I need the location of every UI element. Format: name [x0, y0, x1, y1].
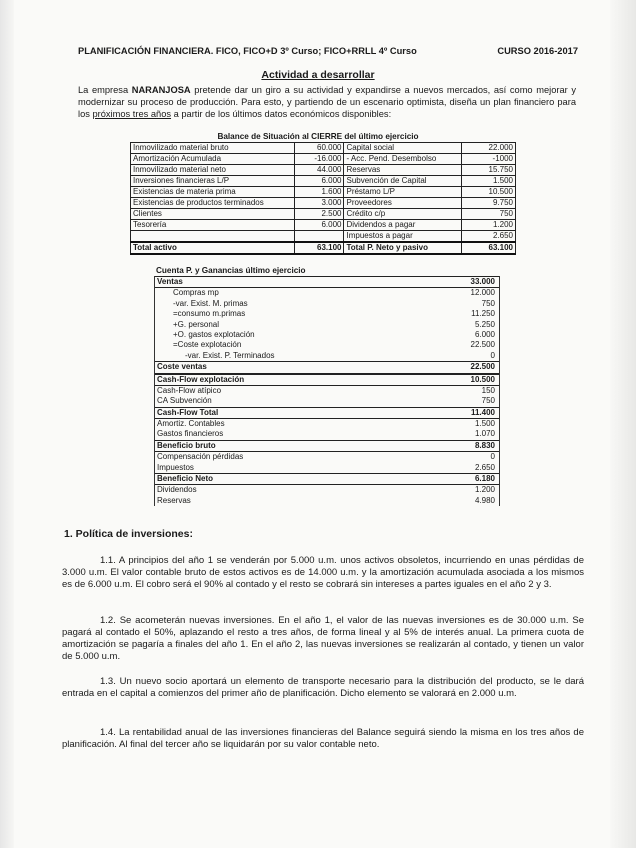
- pyg-label: Reservas: [157, 495, 191, 505]
- pyg-row: [155, 429, 499, 439]
- balance-cell: 15.750: [462, 165, 516, 176]
- pyg-label: Beneficio bruto: [157, 440, 216, 450]
- balance-cell: Total activo: [131, 242, 295, 254]
- header-course: PLANIFICACIÓN FINANCIERA. FICO, FICO+D 3º Curso; FICO+RRLL 4º Curso: [78, 46, 417, 56]
- pyg-row: [155, 473, 499, 485]
- balance-cell: Dividendos a pagar: [344, 220, 462, 231]
- balance-cell: Clientes: [131, 209, 295, 220]
- balance-cell: Tesorería: [131, 220, 295, 231]
- balance-cell: 1.500: [462, 176, 516, 187]
- pyg-row: [155, 299, 499, 309]
- pyg-row: [155, 419, 499, 429]
- pyg-value: 5.250: [474, 319, 495, 329]
- scan-edge-left: [0, 0, 14, 848]
- pyg-row: [155, 351, 499, 361]
- balance-cell: [131, 231, 295, 243]
- activity-title: Actividad a desarrollar: [261, 69, 375, 81]
- pyg-value: 1.200: [474, 485, 495, 495]
- pyg-label: Cash-Flow explotación: [157, 374, 245, 384]
- balance-row: [131, 154, 516, 165]
- balance-cell: Inversiones financieras L/P: [131, 176, 295, 187]
- pyg-value: 11.250: [471, 309, 495, 319]
- pyg-table: [154, 276, 500, 506]
- paragraph-1-2: 1.2. Se acometerán nuevas inversiones. En el año 1, el valor de las nuevas inversiones es de 30.000 u.m. Se pagará al contado el 50%, aplazando el resto a tres años, de forma lineal y al 5% de interés anual. La primera cuota de amortización se pagaría a finales del año 1. En el año 2, las nuevas inversiones se realizarán al contado, y tienen un valor de 5.000 u.m.: [62, 615, 584, 662]
- pyg-value: 33.000: [470, 277, 495, 286]
- balance-cell: 2.500: [294, 209, 344, 220]
- intro-paragraph: [78, 84, 576, 120]
- balance-cell: Existencias de materia prima: [131, 187, 295, 198]
- balance-cell: Reservas: [344, 165, 462, 176]
- pyg-label: Cash-Flow atípico: [157, 385, 222, 395]
- balance-cell: Total P. Neto y pasivo: [344, 242, 462, 254]
- balance-row: [131, 209, 516, 220]
- intro-text-3: a partir de los últimos datos económicos disponibles:: [171, 109, 392, 119]
- pyg-value: 1.500: [474, 419, 495, 429]
- pyg-row: [155, 440, 499, 452]
- pyg-label: Coste ventas: [157, 362, 207, 372]
- pyg-label: Impuestos: [157, 462, 194, 472]
- pyg-label: -var. Exist. M. primas: [173, 298, 248, 308]
- pyg-row: [155, 330, 499, 340]
- balance-cell: Capital social: [344, 143, 462, 154]
- pyg-value: 750: [481, 298, 495, 308]
- pyg-row: [155, 452, 499, 462]
- balance-title: Balance de Situación al CIERRE del último ejercicio: [217, 132, 419, 141]
- page-header: [78, 46, 578, 56]
- pyg-label: -var. Exist. P. Terminados: [185, 350, 275, 360]
- scan-edge-right: [610, 0, 636, 848]
- balance-cell: 3.000: [294, 198, 344, 209]
- pyg-value: 22.500: [470, 362, 495, 372]
- pyg-row: [155, 309, 499, 319]
- pyg-row: [155, 374, 499, 386]
- pyg-label: =Coste explotación: [173, 340, 242, 350]
- balance-cell: Impuestos a pagar: [344, 231, 462, 243]
- pyg-label: Ventas: [157, 277, 183, 286]
- pyg-row: [155, 361, 499, 373]
- paragraph-1-1: 1.1. A principios del año 1 se venderán por 5.000 u.m. unos activos obsoletos, incurriendo en unas pérdidas de 3.000 u.m. El valor contable bruto de estos activos es de 14.000 u.m. y la amortización acumulada asociada a los mismos es de 6.000 u.m. El cobro será el 90% al contado y el resto se cobrará sin intereses a partes iguales en el año 2 y 3.: [62, 555, 584, 590]
- pyg-row: [155, 485, 499, 495]
- balance-cell: 6.000: [294, 176, 344, 187]
- company-name: NARANJOSA: [131, 85, 191, 95]
- section-title: 1. Política de inversiones:: [64, 528, 193, 540]
- pyg-value: 12.000: [470, 288, 495, 298]
- pyg-row: [155, 276, 499, 288]
- pyg-row: [155, 320, 499, 330]
- pyg-value: 750: [481, 396, 495, 406]
- pyg-row: [155, 386, 499, 396]
- pyg-label: Compras mp: [173, 288, 219, 298]
- balance-cell: 63.100: [294, 242, 344, 254]
- balance-cell: Amortización Acumulada: [131, 154, 295, 165]
- pyg-row: [155, 396, 499, 406]
- pyg-label: Beneficio Neto: [157, 474, 214, 484]
- pyg-label: +G. personal: [173, 319, 220, 329]
- intro-underlined: próximos tres años: [92, 109, 172, 119]
- balance-cell: 1.200: [462, 220, 516, 231]
- pyg-label: Amortiz. Contables: [157, 419, 225, 429]
- pyg-label: Dividendos: [157, 485, 197, 495]
- pyg-label: Cash-Flow Total: [157, 407, 219, 417]
- pyg-row: [155, 463, 499, 473]
- balance-total-row: [131, 242, 516, 254]
- balance-cell: - Acc. Pend. Desembolso: [344, 154, 462, 165]
- pyg-label: Gastos financieros: [157, 429, 224, 439]
- pyg-row: [155, 496, 499, 506]
- balance-cell: 63.100: [462, 242, 516, 254]
- balance-row: [131, 165, 516, 176]
- balance-cell: -16.000: [294, 154, 344, 165]
- pyg-value: 0: [490, 452, 495, 462]
- balance-row: [131, 220, 516, 231]
- balance-cell: 1.600: [294, 187, 344, 198]
- balance-row: [131, 198, 516, 209]
- paragraph-1-4: 1.4. La rentabilidad anual de las inversiones financieras del Balance seguirá siendo la misma en los tres años de planificación. Al final del tercer año se liquidarán por su valor contable neto.: [62, 727, 584, 750]
- pyg-row: [155, 407, 499, 419]
- balance-cell: Préstamo L/P: [344, 187, 462, 198]
- header-year: CURSO 2016-2017: [497, 46, 578, 56]
- pyg-value: 4.980: [474, 495, 495, 505]
- pyg-value: 1.070: [474, 429, 495, 439]
- balance-cell: 9.750: [462, 198, 516, 209]
- pyg-label: +O. gastos explotación: [173, 329, 255, 339]
- pyg-value: 11.400: [470, 407, 495, 417]
- balance-table: [130, 142, 516, 255]
- balance-cell: 60.000: [294, 143, 344, 154]
- pyg-value: 6.000: [474, 329, 495, 339]
- pyg-value: 10.500: [470, 374, 495, 384]
- balance-cell: Proveedores: [344, 198, 462, 209]
- pyg-value: 22.500: [470, 340, 495, 350]
- balance-cell: 2.650: [462, 231, 516, 243]
- balance-cell: Crédito c/p: [344, 209, 462, 220]
- balance-cell: -1000: [462, 154, 516, 165]
- pyg-row: [155, 340, 499, 350]
- paragraph-1-3: 1.3. Un nuevo socio aportará un elemento de transporte necesario para la distribución del producto, se le dará entrada en el capital a comienzos del primer año de planificación. Dicho elemento se valorará en 2.000 u.m.: [62, 676, 584, 699]
- pyg-title: Cuenta P. y Ganancias último ejercicio: [156, 266, 306, 275]
- balance-cell: Inmovilizado material bruto: [131, 143, 295, 154]
- balance-cell: 44.000: [294, 165, 344, 176]
- balance-row: [131, 176, 516, 187]
- pyg-value: 150: [481, 385, 495, 395]
- pyg-row: [155, 288, 499, 298]
- balance-row: [131, 231, 516, 243]
- pyg-value: 8.830: [474, 440, 495, 450]
- pyg-label: CA Subvención: [157, 396, 212, 406]
- balance-cell: 10.500: [462, 187, 516, 198]
- pyg-label: =consumo m.primas: [173, 309, 246, 319]
- pyg-value: 0: [490, 350, 495, 360]
- balance-cell: Inmovilizado material neto: [131, 165, 295, 176]
- balance-row: [131, 187, 516, 198]
- pyg-value: 2.650: [474, 462, 495, 472]
- balance-cell: Existencias de productos terminados: [131, 198, 295, 209]
- balance-cell: [294, 231, 344, 243]
- balance-cell: Subvención de Capital: [344, 176, 462, 187]
- balance-cell: 6.000: [294, 220, 344, 231]
- intro-text-2: pretende dar un giro a su actividad y expandirse a nuevos mercados, así como mejorar y modernizar su proceso de producción. Para esto, y partiendo de un escenario optimista, diseña un plan financiero para los: [78, 85, 576, 119]
- balance-row: [131, 143, 516, 154]
- intro-text-1: La empresa: [78, 85, 132, 95]
- balance-cell: 22.000: [462, 143, 516, 154]
- balance-cell: 750: [462, 209, 516, 220]
- pyg-value: 6.180: [474, 474, 495, 484]
- pyg-label: Compensación pérdidas: [157, 452, 244, 462]
